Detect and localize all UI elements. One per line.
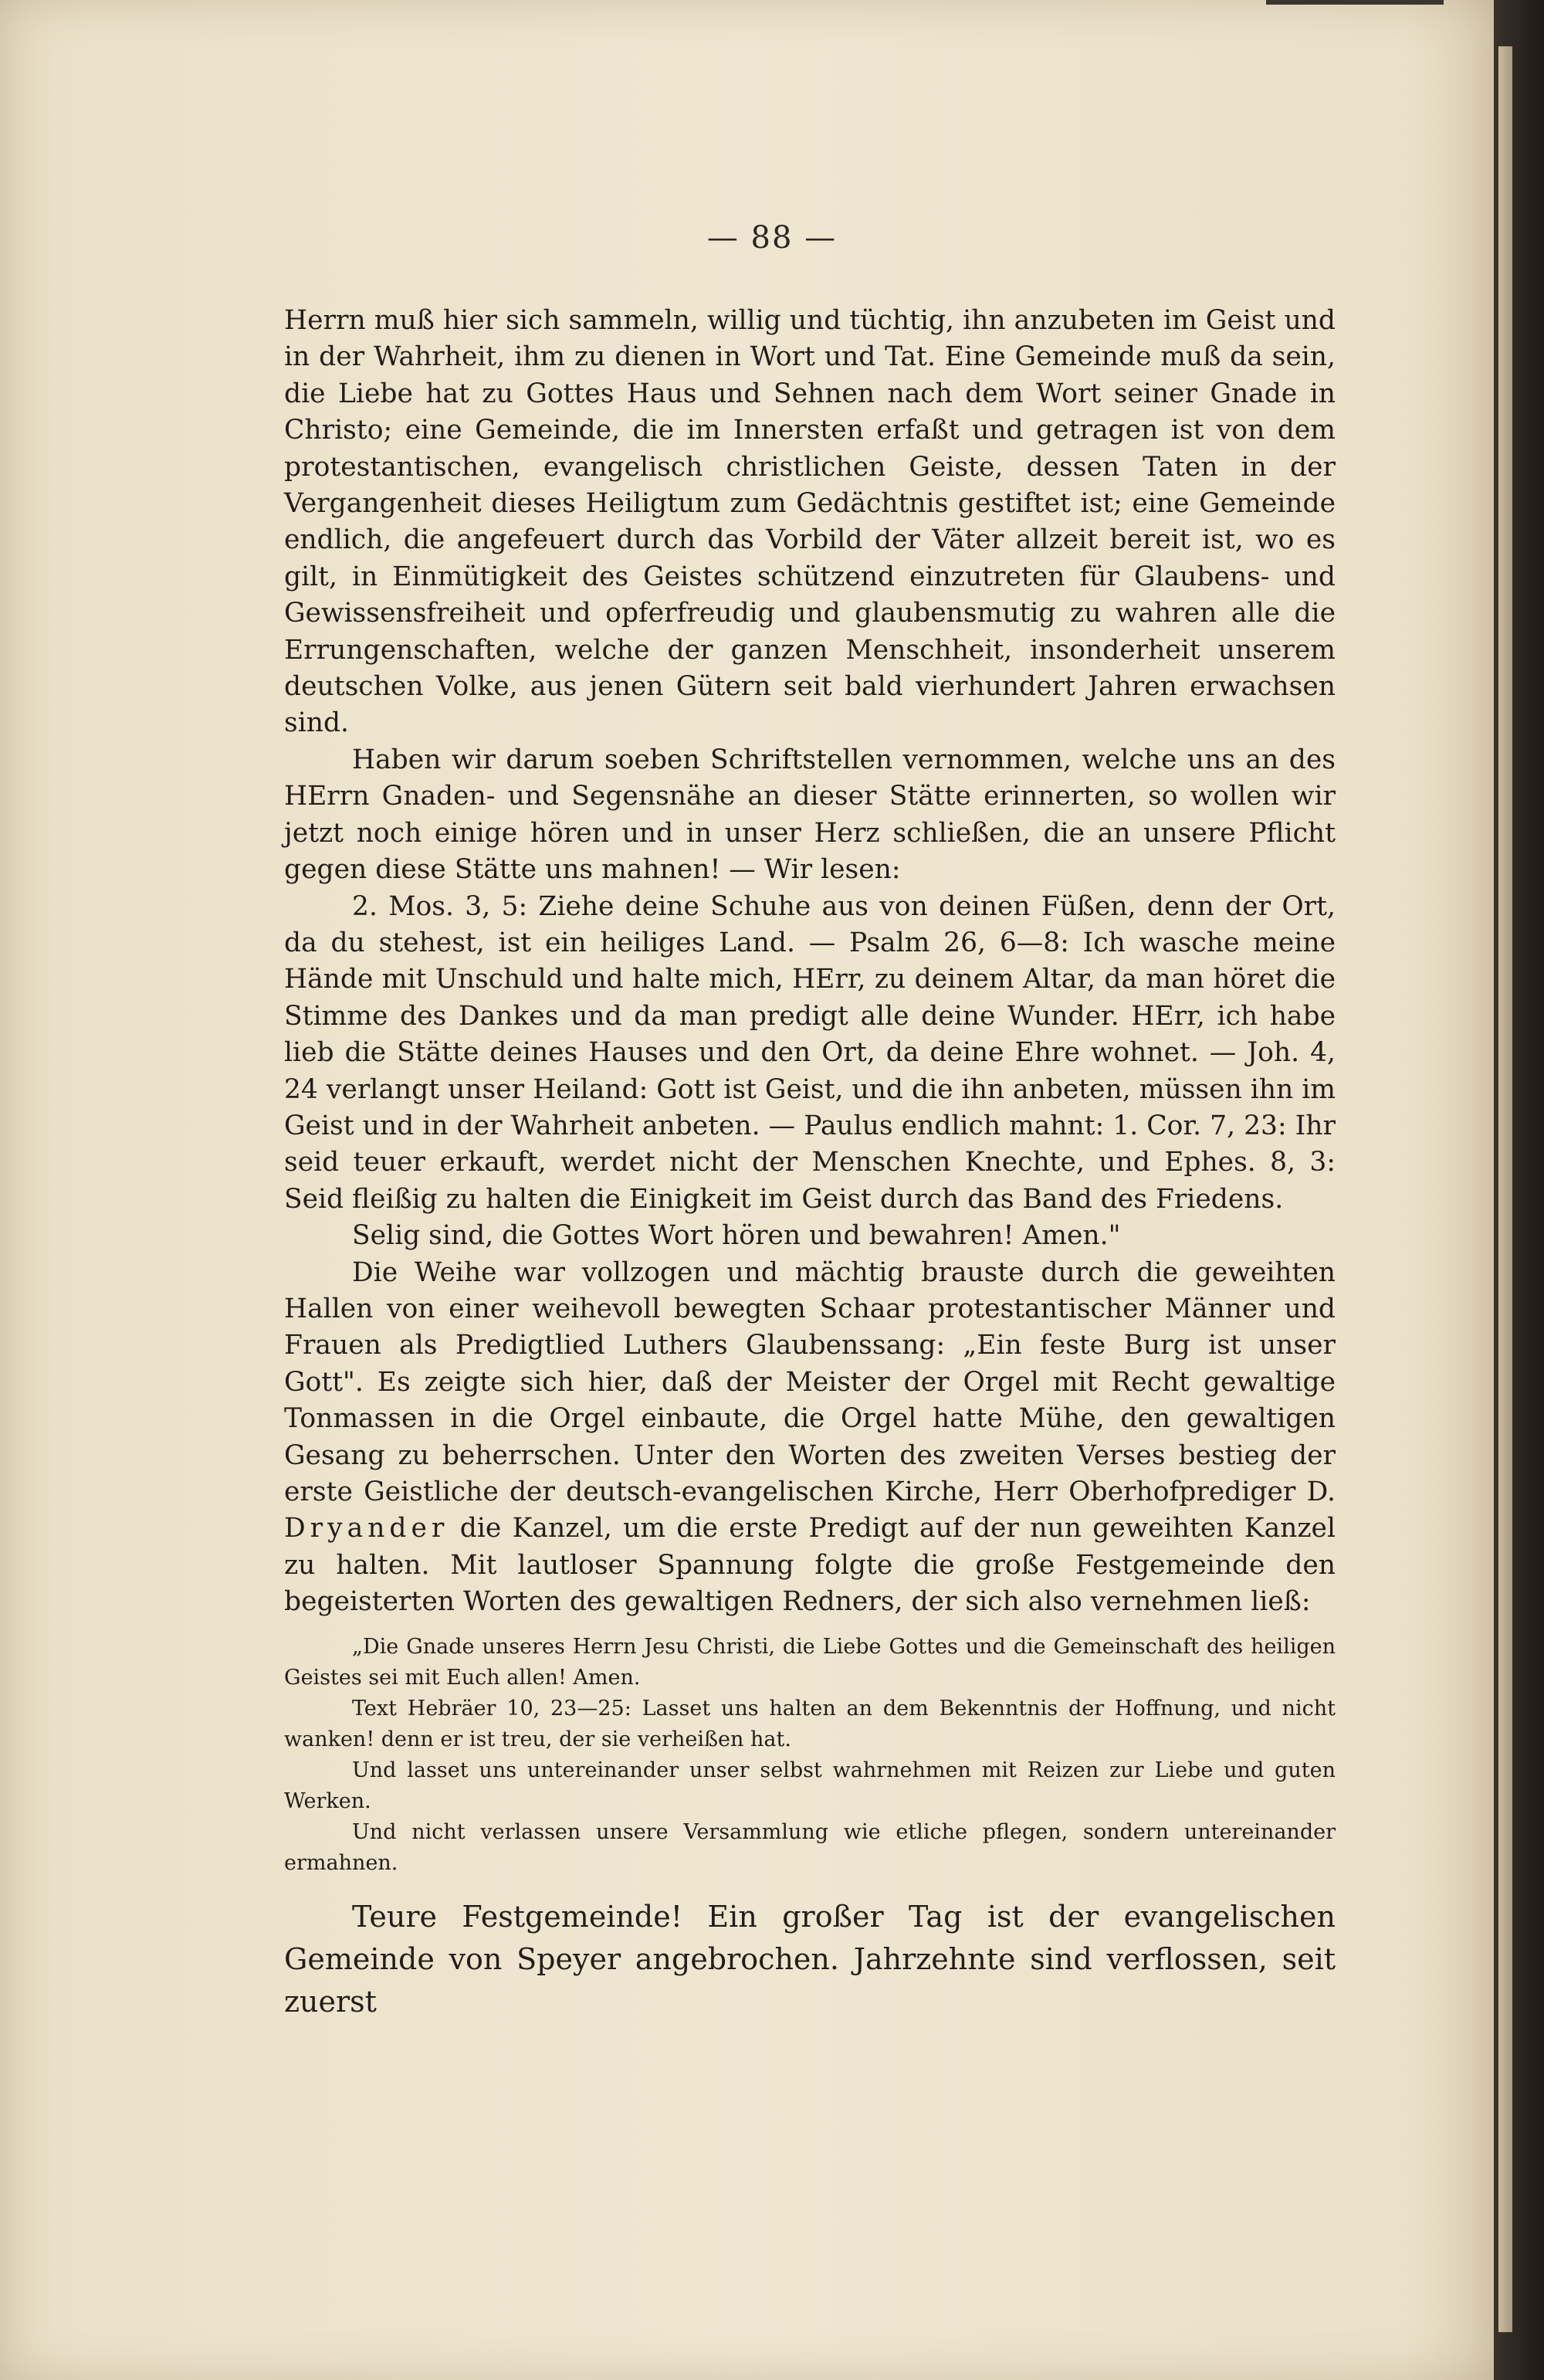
quote-line-1: „Die Gnade unseres Herrn Jesu Christi, die Liebe Gottes und die Gemeinschaft des heiligen Geistes sei mit Euch allen! Amen. <box>284 1634 1336 1690</box>
quote-line-2: Text Hebräer 10, 23—25: Lasset uns halten an dem Bekenntnis der Hoffnung, und nicht wanken! denn er ist treu, der sie verheißen hat. <box>284 1696 1336 1751</box>
paragraph-2: Haben wir darum soeben Schriftstellen vernommen, welche uns an des HErrn Gnaden- und Segensnähe an dieser Stätte erinnerten, so wollen wir jetzt noch einige hören und in unser Herz schließen, die an unsere Pflicht gegen diese Stätte uns mahnen! — Wir lesen: <box>284 744 1336 886</box>
paragraph-5-tail: die Kanzel, um die erste Predigt auf der nun geweihten Kanzel zu halten. Mit lautloser Spannung folgte die große Festgemeinde den begeisterten Worten des gewaltigen Redners, der sich also vernehmen ließ: <box>284 1513 1336 1618</box>
page-edge-strip <box>1498 46 1512 2332</box>
top-edge-mark <box>1266 0 1444 5</box>
paragraph-5 <box>284 1255 1336 1621</box>
quote-line-4: Und nicht verlassen unsere Versammlung wie etliche pflegen, sondern untereinander ermahnen. <box>284 1819 1336 1875</box>
paragraph-4: Selig sind, die Gottes Wort hören und bewahren! Amen." <box>352 1220 1121 1252</box>
page-number: — 88 — <box>706 220 838 256</box>
paragraph-3: 2. Mos. 3, 5: Ziehe deine Schuhe aus von deinen Füßen, denn der Ort, da du stehest, ist ein heiliges Land. — Psalm 26, 6—8: Ich wasche meine Hände mit Unschuld und halte mich, HErr, zu deinem Altar, da man höret die Stimme des Dankes und da man predigt alle deine Wunder. HErr, ich habe lieb die Stätte deines Hauses und den Ort, da deine Ehre wohnet. — Joh. 4, 24 verlangt unser Heiland: Gott ist Geist, und die ihn anbeten, müssen ihn im Geist und in der Wahrheit anbeten. — Paulus endlich mahnt: 1. Cor. 7, 23: Ihr seid teuer erkauft, werdet nicht der Menschen Knechte, und Ephes. 8, 3: Seid fleißig zu halten die Einigkeit im Geist durch das Band des Friedens. <box>284 890 1336 1215</box>
closing-paragraph: Teure Festgemeinde! Ein großer Tag ist der evangelischen Gemeinde von Speyer angebrochen. Jahrzehnte sind verflossen, seit zuerst <box>284 1899 1336 2019</box>
name-dryander: Dryander <box>284 1513 449 1544</box>
paragraph-1: Herrn muß hier sich sammeln, willig und tüchtig, ihn anzubeten im Geist und in der Wahrheit, ihm zu dienen in Wort und Tat. Eine Gemeinde muß da sein, die Liebe hat zu Gottes Haus und Sehnen nach dem Wort seiner Gnade in Christo; eine Gemeinde, die im Innersten erfaßt und getragen ist von dem protestantischen, evangelisch christlichen Geiste, dessen Taten in der Vergangenheit dieses Heiligtum zum Gedächtnis gestiftet ist; eine Gemeinde endlich, die angefeuert durch das Vorbild der Väter allzeit bereit ist, wo es gilt, in Einmütigkeit des Geistes schützend einzutreten für Glaubens- und Gewissensfreiheit und opferfreudig und glaubensmutig zu wahren alle die Errungenschaften, welche der ganzen Menschheit, insonderheit unserem deutschen Volke, aus jenen Gütern seit bald vierhundert Jahren erwachsen sind. <box>284 305 1336 739</box>
paragraph-5-text: Die Weihe war vollzogen und mächtig brauste durch die geweihten Hallen von einer weihevoll bewegten Schaar protestantischer Männer und Frauen als Predigtlied Luthers Glaubenssang: „Ein feste Burg ist unser Gott". Es zeigte sich hier, daß der Meister der Orgel mit Recht gewaltige Tonmassen in die Orgel einbaute, die Orgel hatte Mühe, den gewaltigen Gesang zu beherrschen. Unter den Worten des zweiten Verses bestieg der erste Geistliche der deutsch-evangelischen Kirche, Herr Oberhofprediger D. <box>284 1256 1336 1507</box>
quote-line-3: Und lasset uns untereinander unser selbst wahrnehmen mit Reizen zur Liebe und guten Werken. <box>284 1758 1336 1813</box>
page-body <box>284 303 1336 2023</box>
page-edge <box>1494 0 1544 2380</box>
